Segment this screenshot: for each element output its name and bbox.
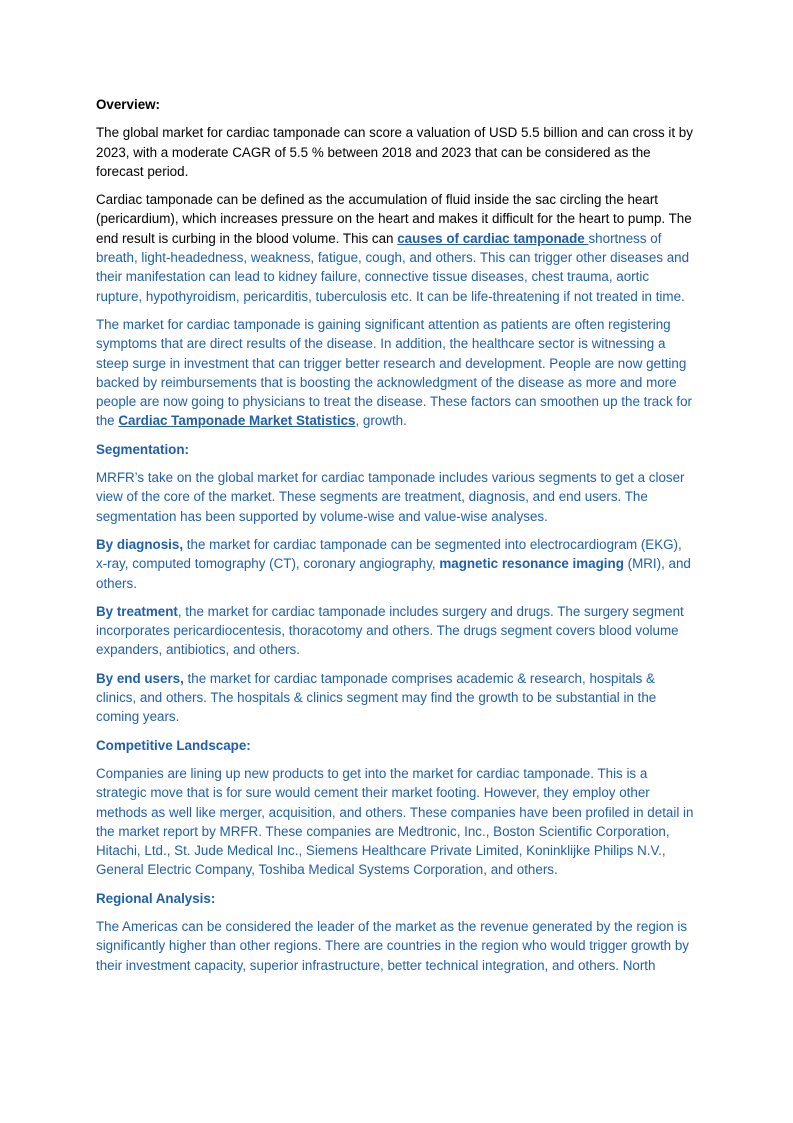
segmentation-end-users [96,669,696,727]
diagnosis-end: (MRI), and others. [96,556,691,591]
overview-p2-blue-text: shortness of breath, light-headedness, weakness, fatigue, cough, and others. This can trigger other diseases and their manifestation can lead to kidney failure, connective tissue diseases, chest trauma, aortic rupture, hypothyroidism, pericarditis, tuberculosis etc. It can be life-threatening if not treated in time. [96,230,690,304]
diagnosis-label: By diagnosis, [96,536,184,552]
treatment-text: , the market for cardiac tamponade includes surgery and drugs. The surgery segment incorporates pericardiocentesis, thoracotomy and others. The drugs segment covers blood volume expanders, antibiotics, and others. [96,603,684,658]
segmentation-diagnosis [96,535,696,593]
causes-of-cardiac-tamponade-link[interactable]: causes of cardiac tamponade [397,230,589,246]
overview-p3-end: , growth. [355,413,407,429]
treatment-label: By treatment [96,603,178,619]
overview-p2-text: Cardiac tamponade can be defined as the accumulation of fluid inside the sac circling the heart (pericardium), which increases pressure on the heart and makes it difficult for the heart to pump. The end result is curbing in the blood volume. This can [96,192,692,246]
segmentation-heading: Segmentation: [96,441,189,457]
end-users-text: the market for cardiac tamponade comprises academic & research, hospitals & clinics, and others. The hospitals & clinics segment may find the growth to be substantial in the coming years. [96,670,657,725]
document-page [96,95,696,984]
market-statistics-link[interactable]: Cardiac Tamponade Market Statistics [118,413,356,429]
diagnosis-text: the market for cardiac tamponade can be segmented into electrocardiogram (EKG), x-ray, computed tomography (CT), coronary angiography, [96,536,682,572]
overview-heading: Overview: [96,97,161,112]
overview-paragraph-2 [96,190,696,306]
mri-term: magnetic resonance imaging [439,556,624,572]
competitive-text: Companies are lining up new products to get into the market for cardiac tamponade. This is a strategic move that is for sure would cement their market footing. However, they employ other methods as well like merger, acquisition, and others. These companies have been profiled in detail in the market report by MRFR. These companies are Medtronic, Inc., Boston Scientific Corporation, Hitachi, Ltd., St. Jude Medical Inc., Siemens Healthcare Private Limited, Koninklijke Philips N.V., General Electric Company, Toshiba Medical Systems Corporation, and others. [96,765,694,878]
segmentation-treatment [96,602,696,660]
overview-paragraph-3 [96,315,696,431]
regional-heading: Regional Analysis: [96,890,216,906]
competitive-heading: Competitive Landscape: [96,737,251,753]
end-users-label: By end users, [96,670,184,686]
overview-p3-text: The market for cardiac tamponade is gaining significant attention as patients are often registering symptoms that are direct results of the disease. In addition, the healthcare sector is witnessing a steep surge in investment that can trigger better research and development. People are now getting backed by reimbursements that is boosting the acknowledgment of the disease as more and more people are now going to physicians to treat the disease. These factors can smoothen up the track for the [96,316,692,429]
regional-text: The Americas can be considered the leader of the market as the revenue generated by the region is significantly higher than other regions. There are countries in the region who would trigger growth by their investment capacity, superior infrastructure, better technical integration, and others. North [96,918,689,973]
overview-paragraph-1: The global market for cardiac tamponade can score a valuation of USD 5.5 billion and can cross it by 2023, with a moderate CAGR of 5.5 % between 2018 and 2023 that can be considered as the forecast period. [96,125,693,179]
segmentation-intro: MRFR’s take on the global market for cardiac tamponade includes various segments to get a closer view of the core of the market. These segments are treatment, diagnosis, and end users. The segmentation has been supported by volume-wise and value-wise analyses. [96,470,685,524]
